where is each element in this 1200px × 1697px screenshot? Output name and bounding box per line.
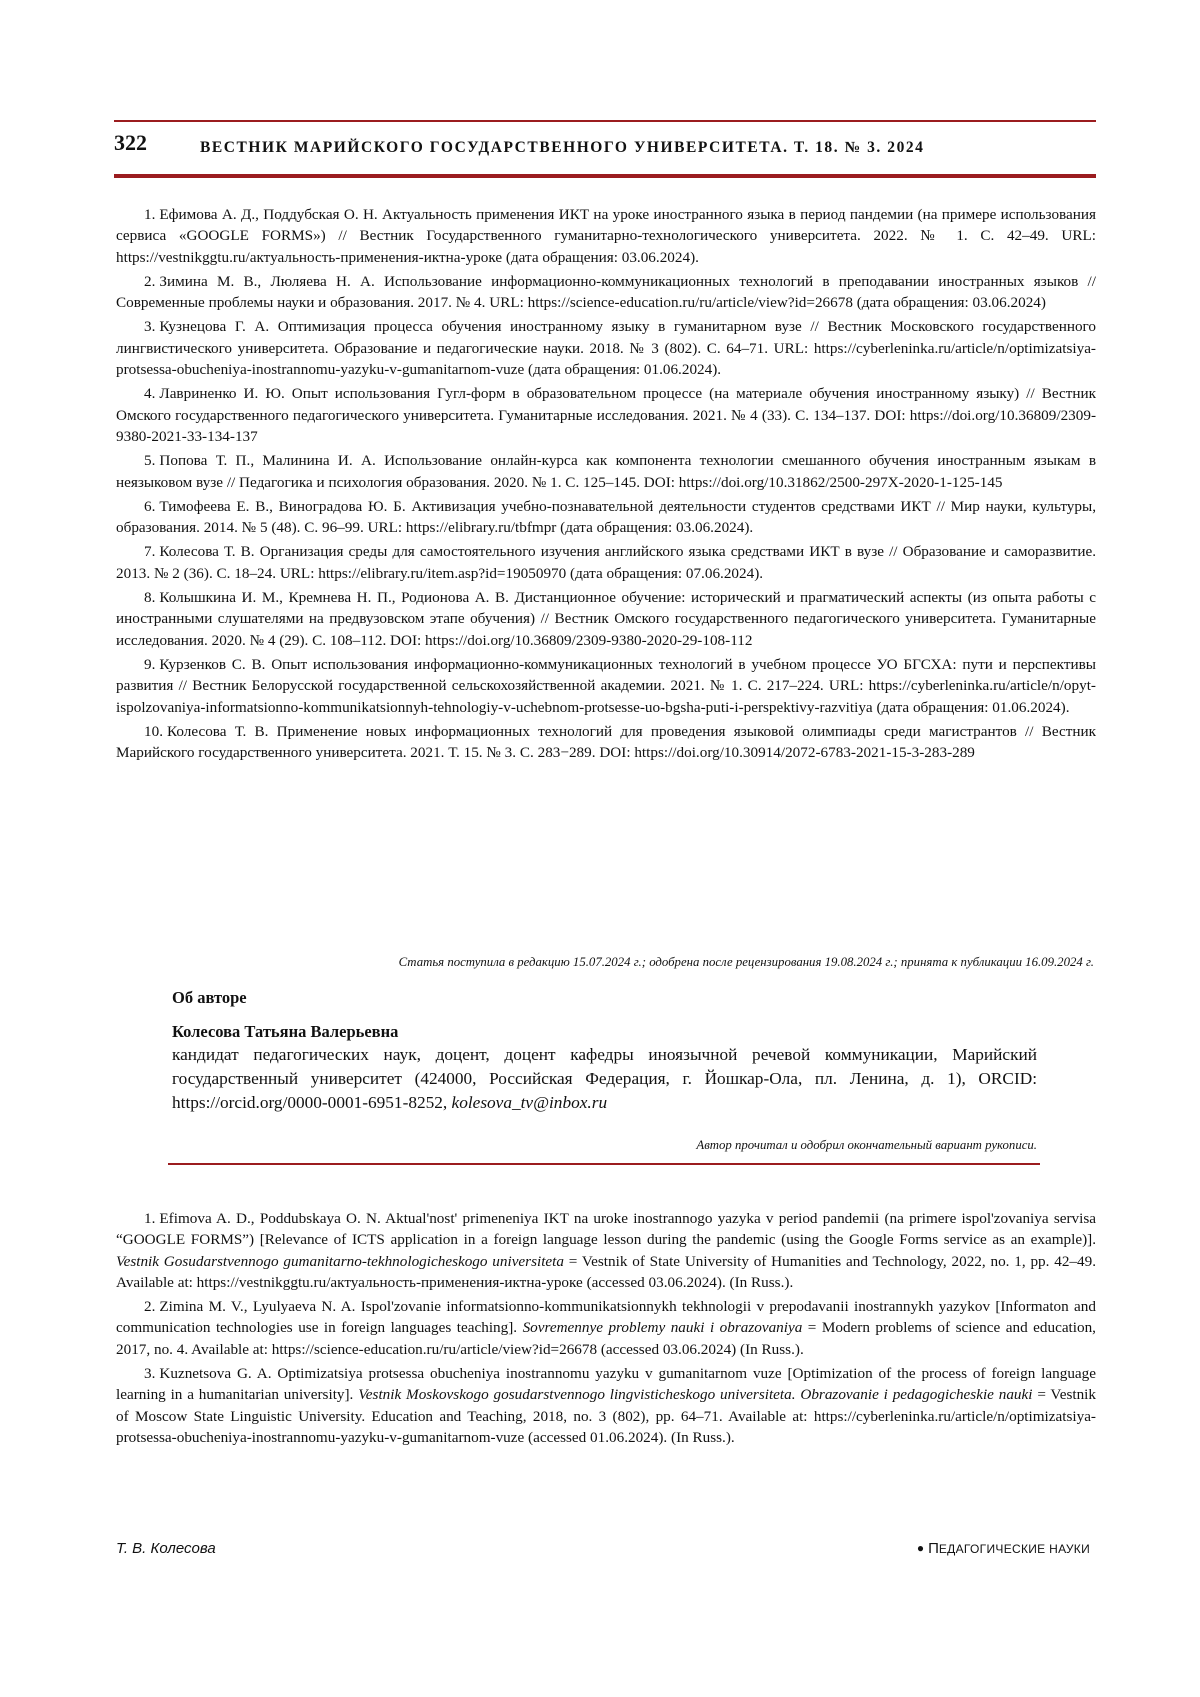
reference-number: 6. — [144, 497, 156, 515]
reference-text: Зимина М. В., Люляева Н. А. Использование информационно-коммуникационных технологий в преподавании иностранных языков // Современные проблемы науки и образования. 2017. № 4. URL: https://science-education.ru/ru/article/view?id=26678 (дата обращения: 03.06.2024) — [116, 272, 1096, 312]
author-name: Колесова Татьяна Валерьевна — [172, 1022, 399, 1041]
author-bio-text: кандидат педагогических наук, доцент, доцент кафедры иноязычной речевой коммуникации, Марийский государственный университет (424000, Российская Федерация, г. Йошкар-Ола, пл. Ленина, д. 1), ORCID: https://orcid.org/0000-0001-6951-8252, — [172, 1045, 1037, 1112]
approval-note: Автор прочитал и одобрил окончательный вариант рукописи. — [696, 1138, 1037, 1152]
references-russian — [116, 204, 1096, 766]
reference-source-title: Vestnik Gosudarstvennogo gumanitarno-tekhnologicheskogo universiteta — [116, 1252, 564, 1270]
reference-item — [116, 541, 1096, 584]
reference-text: = Vestnik of State University of Humanities and Technology, 2022, no. 1, pp. 42–49. Available at: https://vestnikggtu.ru/актуальность-применения-иктна-уроке (accessed 03.06.2024). (In Russ.). — [116, 1252, 1096, 1291]
reference-text: Попова Т. П., Малинина И. А. Использование онлайн-курса как компонента технологии смешанного обучения иностранным языкам в неязыковом вузе // Педагогика и психология образования. 2020. № 1. С. 125–145. DOI: https://doi.org/10.31862/2500-297X-2020-1-125-145 — [116, 452, 1096, 491]
reference-number: 2. — [144, 272, 156, 290]
reference-item — [116, 383, 1096, 447]
reference-item — [116, 316, 1096, 380]
reference-item — [116, 1363, 1096, 1448]
reference-item — [116, 450, 1096, 493]
footer-section — [917, 1540, 1090, 1557]
reference-number: 10. — [144, 722, 163, 740]
reference-number: 3. — [144, 318, 156, 336]
reference-item — [116, 204, 1096, 268]
reference-item — [116, 271, 1096, 314]
reference-source-title: Vestnik Moskovskogo gosudarstvennogo lingvisticheskogo universiteta. Obrazovanie i pedagogicheskie nauki — [358, 1386, 1033, 1404]
reference-item — [116, 1208, 1096, 1293]
reference-text: Кузнецова Г. А. Оптимизация процесса обучения иностранному языку в гуманитарном вузе // Вестник Московского государственного лингвистического университета. Образование и педагогические науки. 2018. № 3 (802). С. 64–71. URL: https://cyberleninka.ru/article/n/optimizatsiya-protsessa-obucheniya-inostrannomu-yazyku-v-gumanitarnom-vuze (дата обращения: 01.06.2024). — [116, 318, 1096, 379]
running-title: ВЕСТНИК МАРИЙСКОГО ГОСУДАРСТВЕННОГО УНИВЕРСИТЕТА. Т. 18. № 3. 2024 — [200, 139, 925, 156]
reference-item — [116, 654, 1096, 718]
footer-author: Т. В. Колесова — [116, 1540, 216, 1557]
reference-number: 3. — [144, 1365, 156, 1383]
reference-text: Тимофеева Е. В., Виноградова Ю. Б. Активизация учебно-познавательной деятельности студентов средствами ИКТ // Мир науки, культуры, образования. 2014. № 5 (48). С. 96–99. URL: https://elibrary.ru/tbfmpr (дата обращения: 03.06.2024). — [116, 497, 1096, 537]
author-heading: Об авторе — [172, 988, 247, 1007]
reference-text: Zimina M. V., Lyulyaeva N. A. Ispol'zovanie informatsionno-kommunikatsionnykh tekhnologii v prepodavanii inostrannykh yazykov [Informaton and communication technologies use in foreign languages teaching]. — [116, 1298, 1096, 1337]
reference-source-title: Sovremennye problemy nauki i obrazovaniya — [522, 1319, 803, 1337]
reference-text: Колесова Т. В. Применение новых информационных технологий для проведения языковой олимпиады среди магистрантов // Вестник Марийского государственного университета. 2021. Т. 15. № 3. С. 283−289. DOI: https://doi.org/10.30914/2072-6783-2021-15-3-283-289 — [116, 722, 1096, 762]
reference-number: 4. — [144, 385, 156, 403]
reference-text: = Vestnik of Moscow State Linguistic University. Education and Teaching, 2018, no. 3 (802), pp. 64–71. Available at: https://cyberleninka.ru/article/n/optimizatsiya-protsessa-obucheniya-inostrannomu-yazyku-v-gumanitarnom-vuze (accessed 01.06.2024). (In Russ.). — [116, 1386, 1096, 1446]
reference-number: 7. — [144, 543, 156, 561]
reference-text: Лавриненко И. Ю. Опыт использования Гугл-форм в образовательном процессе (на материале обучения иностранному языку) // Вестник Омского государственного педагогического университета. Гуманитарные исследования. 2021. № 4 (33). С. 134–137. DOI: https://doi.org/10.36809/2309-9380-2021-33-134-137 — [116, 385, 1096, 445]
reference-text: Курзенков С. В. Опыт использования информационно-коммуникационных технологий в учебном процессе УО БГСХА: пути и перспективы развития // Вестник Белорусской государственной сельскохозяйственной академии. 2021. № 1. С. 217–224. URL: https://cyberleninka.ru/article/n/opyt-ispolzovaniya-informatsionno-kommunikatsionnyh-tehnologiy-v-uchebnom-protsesse-uo-bgsha-puti-i-perspektivy-razvitiya (дата обращения: 01.06.2024). — [116, 655, 1096, 716]
header-bottom-rule — [114, 174, 1096, 178]
reference-item — [116, 721, 1096, 764]
reference-text: Efimova A. D., Poddubskaya O. N. Aktual'nost' primeneniya IKT na uroke inostrannogo yazyka v period pandemii (na primere ispol'zovaniya servisa “GOOGLE FORMS”) [Relevance of ICTS application in a foreign language lesson during the pandemic (using the Google Forms service as an example)]. — [116, 1210, 1096, 1249]
page-number: 322 — [114, 130, 147, 155]
reference-number: 1. — [144, 1210, 156, 1227]
reference-item — [116, 587, 1096, 651]
reference-number: 5. — [144, 452, 156, 470]
reference-item — [116, 1296, 1096, 1360]
footer-section-rest: ЕДАГОГИЧЕСКИЕ НАУКИ — [938, 1542, 1090, 1556]
footer-section-initial: П — [928, 1540, 939, 1557]
reference-text: Колышкина И. М., Кремнева Н. П., Родионова А. В. Дистанционное обучение: исторический и прагматический аспекты (из опыта работы с иностранными слушателями на предвузовском этапе обучения) // Вестник Омского государственного педагогического университета. Гуманитарные исследования. 2020. № 4 (29). С. 108–112. DOI: https://doi.org/10.36809/2309-9380-2020-29-108-112 — [116, 589, 1096, 649]
reference-number: 2. — [144, 1298, 156, 1316]
author-section-rule — [168, 1163, 1040, 1165]
received-note: Статья поступила в редакцию 15.07.2024 г.; одобрена после рецензирования 19.08.2024 г.; принята к публикации 16.09.2024 г. — [398, 955, 1094, 969]
author-email[interactable]: kolesova_tv@inbox.ru — [451, 1093, 608, 1112]
reference-text: Kuznetsova G. A. Optimizatsiya protsessa obucheniya inostrannomu yazyku v gumanitarnom vuze [Optimization of the process of foreign language learning in a humanitarian university]. — [116, 1365, 1096, 1404]
author-bio — [172, 1043, 1037, 1115]
reference-number: 9. — [144, 655, 156, 673]
reference-text: Ефимова А. Д., Поддубская О. Н. Актуальность применения ИКТ на уроке иностранного языка в период пандемии (на примере использования сервиса «GOOGLE FORMS») // Вестник Государственного гуманитарно-технологического университета. 2022. № 1. С. 42–49. URL: https://vestnikggtu.ru/актуальность-применения-иктна-уроке (дата обращения: 03.06.2024). — [116, 206, 1096, 266]
header-top-rule — [114, 120, 1096, 122]
reference-item — [116, 496, 1096, 539]
reference-number: 1. — [144, 206, 156, 223]
bullet-icon: ● — [916, 1541, 925, 1555]
reference-text: = Modern problems of science and education, 2017, no. 4. Available at: https://science-education.ru/ru/article/view?id=26678 (accessed 03.06.2024) (In Russ.). — [116, 1319, 1096, 1358]
references-english — [116, 1208, 1096, 1451]
reference-text: Колесова Т. В. Организация среды для самостоятельного изучения английского языка средствами ИКТ в вузе // Образование и саморазвитие. 2013. № 2 (36). С. 18–24. URL: https://elibrary.ru/item.asp?id=19050970 (дата обращения: 07.06.2024). — [116, 543, 1096, 582]
reference-number: 8. — [144, 589, 156, 607]
